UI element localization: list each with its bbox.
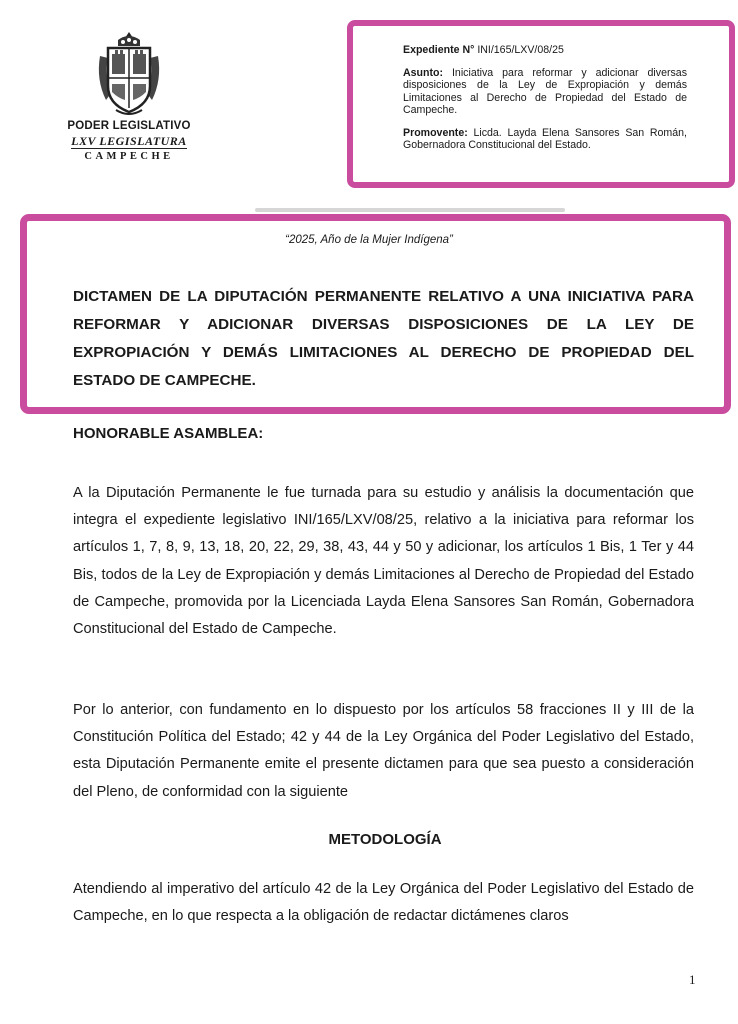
body-paragraph: Por lo anterior, con fundamento en lo dispuesto por los artículos 58 fracciones II y III de la Constitución Política del Estado; 42 y 44 de la Ley Orgánica del Poder Legislativo del Estado, esta Diputación Permanente emite el presente dictamen para que sea puesto a consideración del Pleno, de conformidad con la siguiente xyxy=(73,702,694,800)
org-name-campeche: CAMPECHE xyxy=(84,151,174,162)
asunto-label: Asunto: xyxy=(403,67,444,80)
asunto-text: Iniciativa para reformar y adicionar diversas disposiciones de la Ley de Expropiación y demás Limitaciones al Derecho de Propiedad del Estado de Campeche. xyxy=(403,67,687,116)
section-heading: METODOLOGÍA xyxy=(328,831,442,848)
body-paragraph: A la Diputación Permanente le fue turnada para su estudio y análisis la documentación que integra el expediente legislativo INI/165/LXV/08/25, relativo a la iniciativa para reformar los artículos 1, 7, 8, 9, 13, 18, 20, 22, 29, 38, 43, 44 y 50 y adicionar, los artículos 1 Bis, 1 Ter y 44 Bis, todos de la Ley de Expropiación y demás Limitaciones al Derecho de Propiedad del Estado de Campeche, promovida por la Licenciada Layda Elena Sansores San Román, Gobernadora Constitucional del Estado de Campeche. xyxy=(73,485,694,638)
asunto-line xyxy=(403,67,687,116)
coat-of-arms-icon xyxy=(96,30,162,116)
body-paragraph: Atendiendo al imperativo del artículo 42 de la Ley Orgánica del Poder Legislativo del Estado de Campeche, en lo que respecta a la obligación de redactar dictámenes claros xyxy=(73,881,694,925)
page-number: 1 xyxy=(689,972,696,987)
salutation-heading: HONORABLE ASAMBLEA: xyxy=(73,425,264,442)
faded-header-line xyxy=(255,208,565,212)
promovente-line xyxy=(403,127,687,151)
year-motto: “2025, Año de la Mujer Indígena” xyxy=(285,234,453,246)
promovente-label: Promovente: xyxy=(403,127,468,140)
expediente-label: Expediente N° xyxy=(403,44,475,56)
expediente-value: INI/165/LXV/08/25 xyxy=(477,44,564,56)
promovente-text: Licda. Layda Elena Sansores San Román, Gobernadora Constitucional del Estado. xyxy=(403,127,687,152)
org-name-poder-legislativo: PODER LEGISLATIVO xyxy=(67,120,191,132)
org-name-legislatura: LXV LEGISLATURA xyxy=(71,134,187,148)
document-title: DICTAMEN DE LA DIPUTACIÓN PERMANENTE RELATIVO A UNA INICIATIVA PARA REFORMAR Y ADICIONAR DIVERSAS DISPOSICIONES DE LA LEY DE EXPROPIACIÓN Y DEMÁS LIMITACIONES AL DERECHO DE PROPIEDAD DEL ESTADO DE CAMPECHE. xyxy=(73,288,694,389)
expediente-line xyxy=(403,44,687,56)
expediente-box xyxy=(347,20,735,188)
letterhead-logo xyxy=(64,30,194,162)
